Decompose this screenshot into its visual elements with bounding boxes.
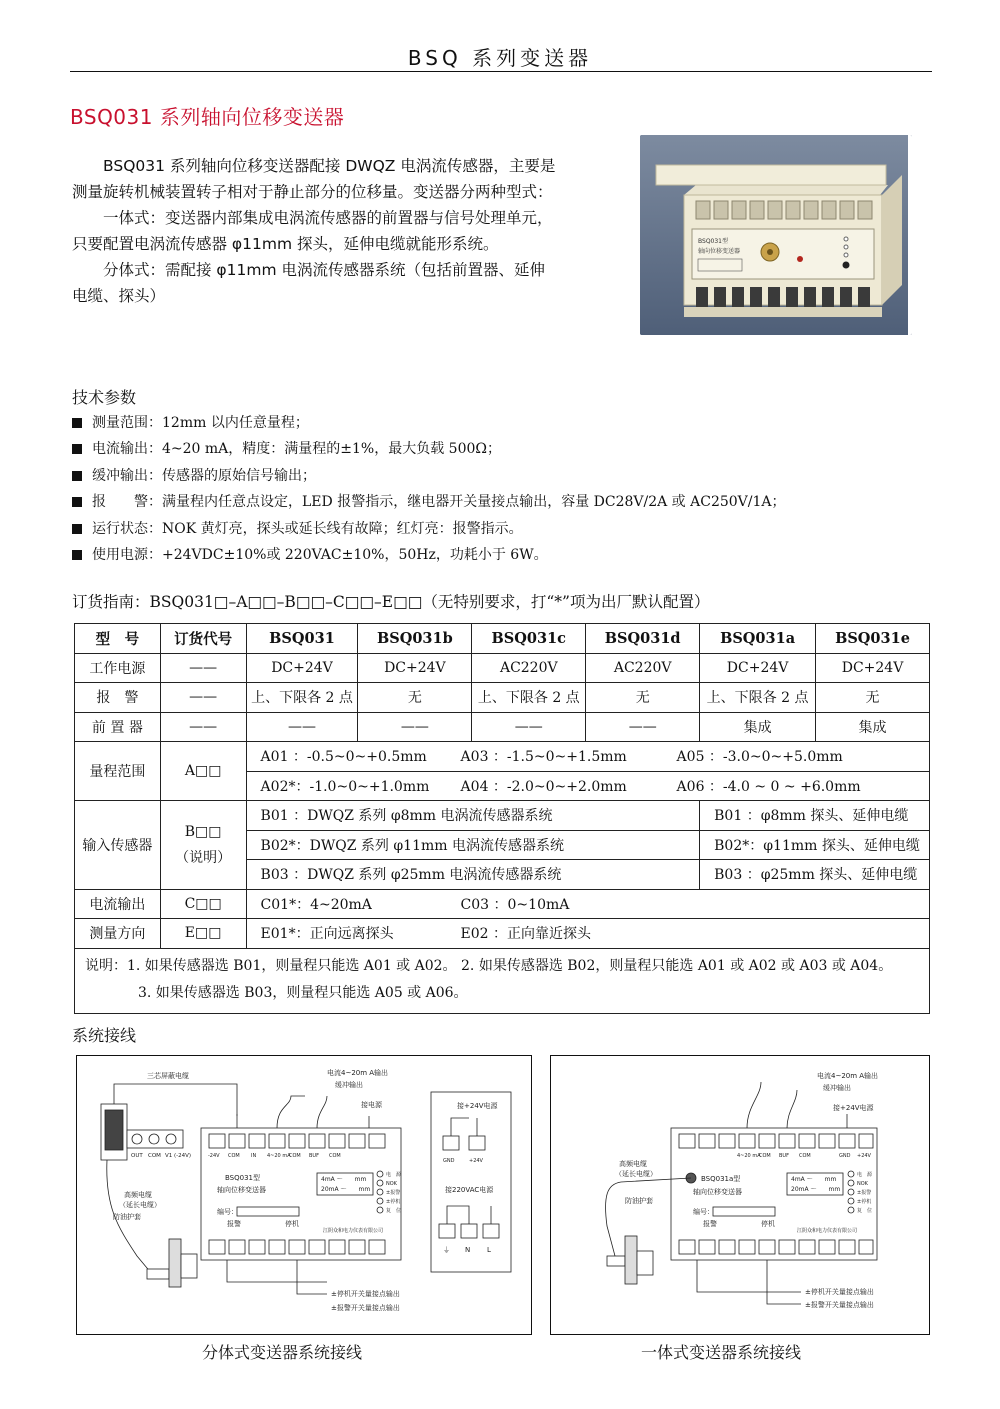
spec-item: 运行状态：NOK 黄灯亮，探头或延长线有故障；红灯亮：报警指示。 [72, 516, 932, 542]
direction-code: E□□ [160, 919, 246, 949]
table-cell: 无 [586, 683, 700, 713]
table-cell: 前 置 器 [75, 712, 161, 742]
svg-text:缓冲输出: 缓冲输出 [335, 1081, 363, 1089]
svg-text:GND: GND [839, 1153, 851, 1159]
table-cell: —— [160, 712, 246, 742]
svg-text:BSQ031a型: BSQ031a型 [701, 1175, 741, 1183]
photo-name-label: 轴向位移变送器 [698, 248, 741, 255]
svg-text:-24V: -24V [208, 1153, 220, 1159]
table-cell: 集成 [816, 712, 930, 742]
table-header-cell: 订货代号 [160, 624, 246, 654]
photo-model-label: BSQ031型 [698, 238, 728, 245]
product-photo [640, 135, 912, 335]
svg-text:±停机开关量接点输出: ±停机开关量接点输出 [805, 1288, 874, 1296]
table-cell: DC+24V [816, 653, 930, 683]
svg-text:COM: COM [148, 1153, 161, 1159]
product-title: BSQ031 系列轴向位移变送器 [70, 105, 345, 129]
table-cell: AC220V [472, 653, 586, 683]
svg-text:轴向位移变送器: 轴向位移变送器 [217, 1186, 266, 1194]
table-cell: 上、下限各 2 点 [246, 683, 358, 713]
table-cell: DC+24V [246, 653, 358, 683]
table-row [75, 742, 930, 772]
svg-text:接电源: 接电源 [361, 1101, 382, 1109]
table-cell: 上、下限各 2 点 [472, 683, 586, 713]
svg-text:缓冲输出: 缓冲输出 [823, 1084, 851, 1092]
split-diagram-caption: 分体式变送器系统接线 [202, 1343, 363, 1362]
svg-text:COM: COM [799, 1153, 811, 1159]
range-label: 量程范围 [75, 742, 161, 801]
svg-text:电流4~20m A输出: 电流4~20m A输出 [327, 1069, 389, 1077]
svg-text:⏚: ⏚ [443, 1246, 450, 1254]
table-cell: DC+24V [700, 653, 816, 683]
bullet-icon [72, 471, 82, 481]
table-header-cell: BSQ031d [586, 624, 700, 654]
table-cell: AC220V [586, 653, 700, 683]
table-cell: —— [246, 712, 358, 742]
specs-list [72, 410, 932, 568]
svg-text:±报警: ±报警 [857, 1190, 872, 1196]
svg-text:轴向位移变送器: 轴向位移变送器 [693, 1188, 742, 1196]
range-row-2: A02*：-1.0~0~+1.0mm A04 ：-2.0~0~+2.0mm A06 ：-4.0 ~ 0 ~ +6.0mm [246, 771, 929, 801]
svg-text:BUF: BUF [779, 1153, 789, 1159]
table-cell: 无 [816, 683, 930, 713]
specs-heading: 技术参数 [72, 388, 137, 407]
table-row [75, 653, 930, 683]
sensor-system: B01 ：DWQZ 系列 φ8mm 电涡流传感器系统 [246, 801, 700, 831]
sensor-system: B02*：DWQZ 系列 φ11mm 电涡流传感器系统 [246, 830, 700, 860]
svg-text:复 位: 复 位 [857, 1208, 873, 1214]
svg-text:编号：: 编号： [693, 1208, 714, 1216]
table-header-cell: BSQ031 [246, 624, 358, 654]
table-cell: 集成 [700, 712, 816, 742]
table-cell: —— [160, 653, 246, 683]
spec-item: 缓冲输出：传感器的原始信号输出； [72, 463, 932, 489]
bullet-icon [72, 550, 82, 560]
bullet-icon [72, 444, 82, 454]
svg-text:20mA ～ mm: 20mA ～ mm [791, 1186, 841, 1193]
page-header-title: BSQ 系列变送器 [407, 46, 593, 70]
svg-text:V1 (-24V): V1 (-24V) [165, 1153, 192, 1159]
table-header-cell: 型 号 [75, 624, 161, 654]
table-cell: —— [160, 683, 246, 713]
table-cell: —— [472, 712, 586, 742]
header-divider [70, 71, 932, 72]
svg-text:停机: 停机 [285, 1220, 299, 1228]
order-table [74, 623, 930, 1014]
svg-text:±报警开关量接点输出: ±报警开关量接点输出 [805, 1301, 874, 1309]
svg-text:停机: 停机 [761, 1220, 775, 1228]
table-cell: —— [586, 712, 700, 742]
svg-text:编号：: 编号： [217, 1208, 238, 1216]
svg-text:COM: COM [759, 1153, 771, 1159]
svg-text:IN: IN [251, 1153, 257, 1159]
table-header-row [75, 624, 930, 654]
table-cell: 报 警 [75, 683, 161, 713]
svg-text:高频电缆: 高频电缆 [124, 1191, 152, 1199]
svg-text:20mA ～ mm: 20mA ～ mm [321, 1186, 371, 1193]
svg-text:高频电缆: 高频电缆 [619, 1160, 647, 1168]
table-cell: DC+24V [358, 653, 472, 683]
svg-text:（延长电缆）: （延长电缆） [615, 1170, 657, 1178]
svg-text:防油护套: 防油护套 [625, 1197, 653, 1205]
spec-item: 使用电源：+24VDC±10%或 220VAC±10%，50Hz，功耗小于 6W。 [72, 542, 932, 568]
svg-text:复 位: 复 位 [386, 1208, 402, 1214]
svg-text:+24V: +24V [469, 1158, 483, 1164]
svg-text:江阴众和电力仪表有限公司: 江阴众和电力仪表有限公司 [323, 1228, 384, 1234]
table-row [75, 919, 930, 949]
svg-text:±报警开关量接点输出: ±报警开关量接点输出 [331, 1304, 400, 1312]
range-row-1: A01 ：-0.5~0~+0.5mm A03 ：-1.5~0~+1.5mm A05 ：-3.0~0~+5.0mm [246, 742, 929, 772]
bullet-icon [72, 418, 82, 428]
svg-text:接+24V电源: 接+24V电源 [457, 1102, 498, 1110]
spec-item: 测量范围：12mm 以内任意量程； [72, 410, 932, 436]
table-header-cell: BSQ031a [700, 624, 816, 654]
svg-text:±停机: ±停机 [857, 1199, 872, 1205]
table-cell: 无 [358, 683, 472, 713]
svg-text:COM: COM [289, 1153, 301, 1159]
svg-text:OUT: OUT [131, 1153, 143, 1159]
svg-text:L: L [487, 1246, 491, 1254]
integrated-wiring-diagram [550, 1055, 930, 1335]
sensor-probe: B02*：φ11mm 探头、延伸电缆 [700, 830, 930, 860]
svg-text:±停机开关量接点输出: ±停机开关量接点输出 [331, 1290, 400, 1298]
split-wiring-diagram [76, 1055, 532, 1335]
svg-text:N: N [465, 1246, 471, 1254]
svg-text:三芯屏蔽电缆: 三芯屏蔽电缆 [147, 1072, 189, 1080]
sensor-probe: B01 ：φ8mm 探头、延伸电缆 [700, 801, 930, 831]
svg-text:电流4~20m A输出: 电流4~20m A输出 [817, 1072, 879, 1080]
table-row [75, 712, 930, 742]
current-label: 电流输出 [75, 889, 161, 919]
svg-text:BUF: BUF [309, 1153, 319, 1159]
bullet-icon [72, 497, 82, 507]
svg-text:接+24V电源: 接+24V电源 [833, 1104, 874, 1112]
svg-text:NOK: NOK [386, 1181, 397, 1187]
svg-text:GND: GND [443, 1158, 455, 1164]
current-code: C□□ [160, 889, 246, 919]
table-row [75, 801, 930, 831]
svg-text:COM: COM [329, 1153, 341, 1159]
svg-text:接220VAC电源: 接220VAC电源 [445, 1186, 494, 1194]
table-cell: 工作电源 [75, 653, 161, 683]
svg-text:±停机: ±停机 [386, 1199, 401, 1205]
svg-text:+24V: +24V [857, 1153, 871, 1159]
table-cell: —— [358, 712, 472, 742]
svg-text:BSQ031型: BSQ031型 [225, 1174, 260, 1182]
svg-text:±报警: ±报警 [386, 1190, 401, 1196]
sensor-label: 输入传感器 [75, 801, 161, 890]
svg-text:江阴众和电力仪表有限公司: 江阴众和电力仪表有限公司 [797, 1228, 858, 1234]
svg-text:COM: COM [228, 1153, 240, 1159]
bullet-icon [72, 524, 82, 534]
intro-text [72, 153, 560, 309]
sensor-code: B□□ （说明） [160, 801, 246, 890]
wiring-heading: 系统接线 [72, 1026, 137, 1045]
spec-item: 报 警：满量程内任意点设定，LED 报警指示，继电器开关量接点输出，容量 DC28V/2A 或 AC250V/1A； [72, 489, 932, 515]
table-header-cell: BSQ031b [358, 624, 472, 654]
intro-paragraph-2: 一体式：变送器内部集成电涡流传感器的前置器与信号处理单元，只要配置电涡流传感器 φ11mm 探头，延伸电缆就能形系统。 [72, 209, 553, 253]
intro-paragraph-3: 分体式：需配接 φ11mm 电涡流传感器系统（包括前置器、延伸电缆、探头） [72, 261, 546, 305]
direction-label: 测量方向 [75, 919, 161, 949]
intro-paragraph-1: BSQ031 系列轴向位移变送器配接 DWQZ 电涡流传感器，主要是测量旋转机械装置转子相对于静止部分的位移量。变送器分两种型式： [72, 157, 556, 201]
table-note: 说明：1. 如果传感器选 B01，则量程只能选 A01 或 A02。 2. 如果传感器选 B02，则量程只能选 A01 或 A02 或 A03 或 A04。 3. 如果传感器选 B03，则量程只能选 A05 或 A06。 [75, 948, 930, 1013]
svg-text:4mA ～ mm: 4mA ～ mm [791, 1176, 837, 1183]
table-header-cell: BSQ031e [816, 624, 930, 654]
svg-text:4~20 mA: 4~20 mA [737, 1153, 761, 1159]
svg-text:（延长电缆）: （延长电缆） [119, 1201, 161, 1209]
table-row [75, 683, 930, 713]
svg-text:4~20 mA: 4~20 mA [267, 1153, 291, 1159]
integrated-diagram-caption: 一体式变送器系统接线 [641, 1343, 802, 1362]
svg-text:报警: 报警 [703, 1220, 717, 1228]
sensor-probe: B03 ：φ25mm 探头、延伸电缆 [700, 860, 930, 890]
svg-text:电 源: 电 源 [857, 1172, 873, 1178]
current-options: C01*：4~20mA C03 ：0~10mA [246, 889, 929, 919]
spec-item: 电流输出：4~20 mA，精度：满量程的±1%，最大负载 500Ω； [72, 436, 932, 462]
table-header-cell: BSQ031c [472, 624, 586, 654]
svg-text:防油护套: 防油护套 [113, 1213, 141, 1221]
sensor-system: B03 ：DWQZ 系列 φ25mm 电涡流传感器系统 [246, 860, 700, 890]
order-guide: 订货指南：BSQ031□–A□□–B□□–C□□–E□□（无特别要求，打“*”项为出厂默认配置） [72, 593, 710, 611]
table-note-row [75, 948, 930, 1013]
table-row [75, 889, 930, 919]
svg-text:4mA ～ mm: 4mA ～ mm [321, 1176, 367, 1183]
direction-options: E01*：正向远离探头 E02 ：正向靠近探头 [246, 919, 929, 949]
svg-text:电 源: 电 源 [386, 1172, 402, 1178]
svg-text:NOK: NOK [857, 1181, 868, 1187]
range-code: A□□ [160, 742, 246, 801]
table-cell: 上、下限各 2 点 [700, 683, 816, 713]
svg-text:报警: 报警 [227, 1220, 241, 1228]
